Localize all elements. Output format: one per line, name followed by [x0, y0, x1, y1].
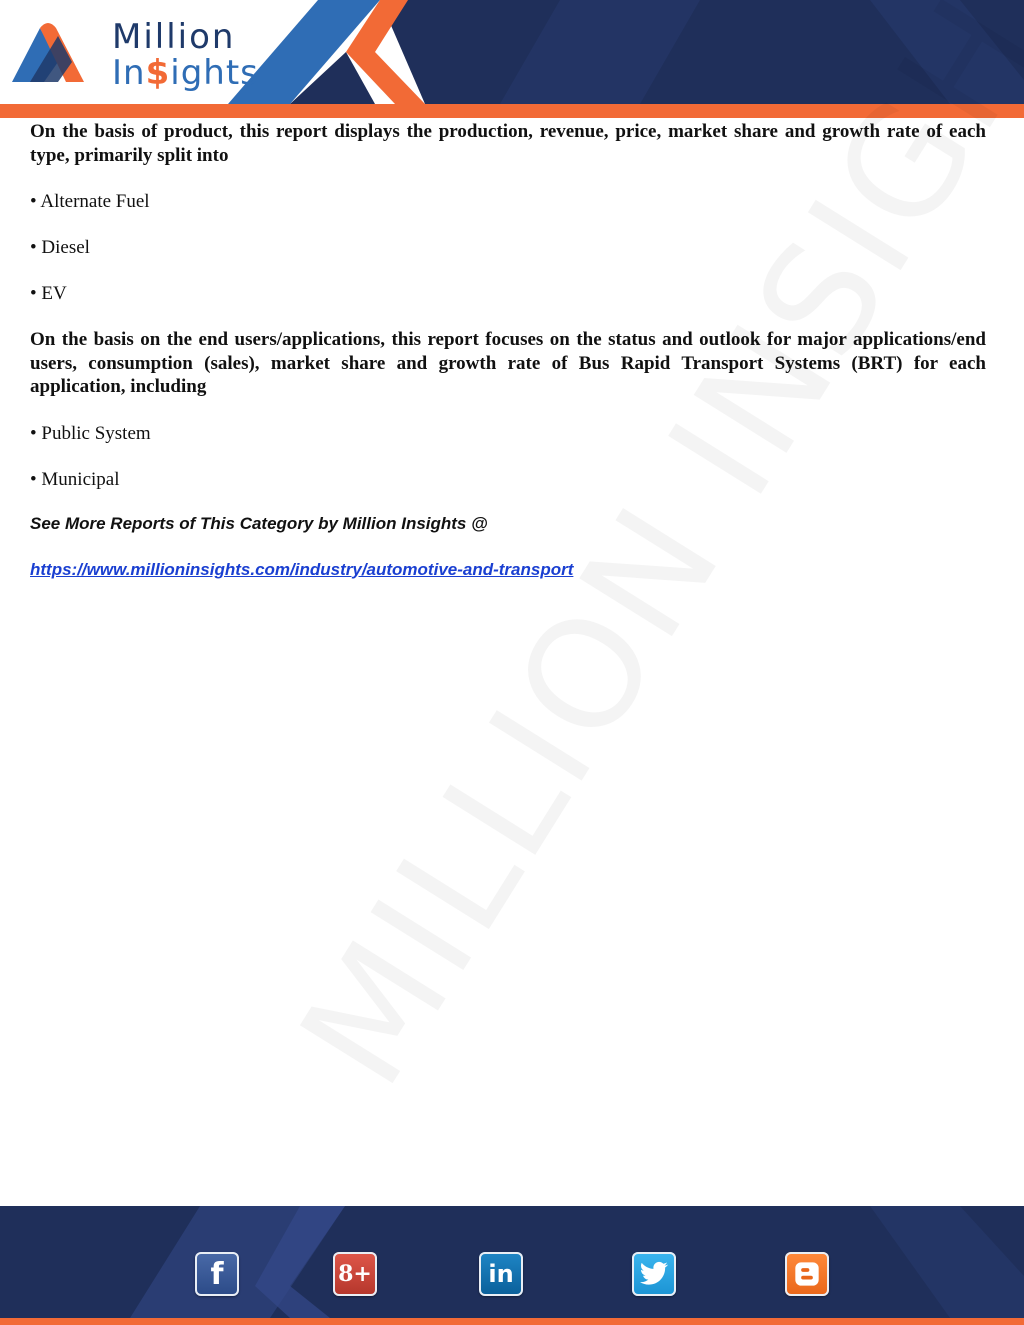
linkedin-icon[interactable]: in: [479, 1252, 523, 1296]
twitter-bird-glyph: [639, 1261, 669, 1287]
see-more-text: See More Reports of This Category by Million Insights @: [30, 513, 488, 533]
facebook-icon[interactable]: f: [195, 1252, 239, 1296]
logo-wordmark: [112, 17, 259, 93]
product-item: • Alternate Fuel: [30, 191, 150, 212]
document-body: [30, 120, 986, 580]
blogger-icon[interactable]: [785, 1252, 829, 1296]
application-item: • Public System: [30, 422, 151, 444]
product-item: • Diesel: [30, 237, 90, 258]
logo-line-2: In$ights: [112, 53, 259, 93]
category-link[interactable]: https://www.millioninsights.com/industry/automotive-and-transport: [30, 559, 574, 579]
twitter-icon[interactable]: [632, 1252, 676, 1296]
blogger-glyph: [793, 1260, 821, 1288]
application-item: • Municipal: [30, 468, 120, 490]
product-item: • EV: [30, 283, 67, 304]
google-plus-icon[interactable]: 8+: [333, 1252, 377, 1296]
page-header: [0, 0, 1024, 120]
application-intro: On the basis on the end users/applications, this report focuses on the status and outlook for major applications/end users, consumption (sales), market share and growth rate of Bus Rapid Transport Systems (BRT) for each application, including: [30, 329, 986, 397]
product-intro: On the basis of product, this report displays the production, revenue, price, market share and growth rate of each type, primarily split into: [30, 121, 986, 166]
logo-line-1: Million: [112, 17, 236, 57]
